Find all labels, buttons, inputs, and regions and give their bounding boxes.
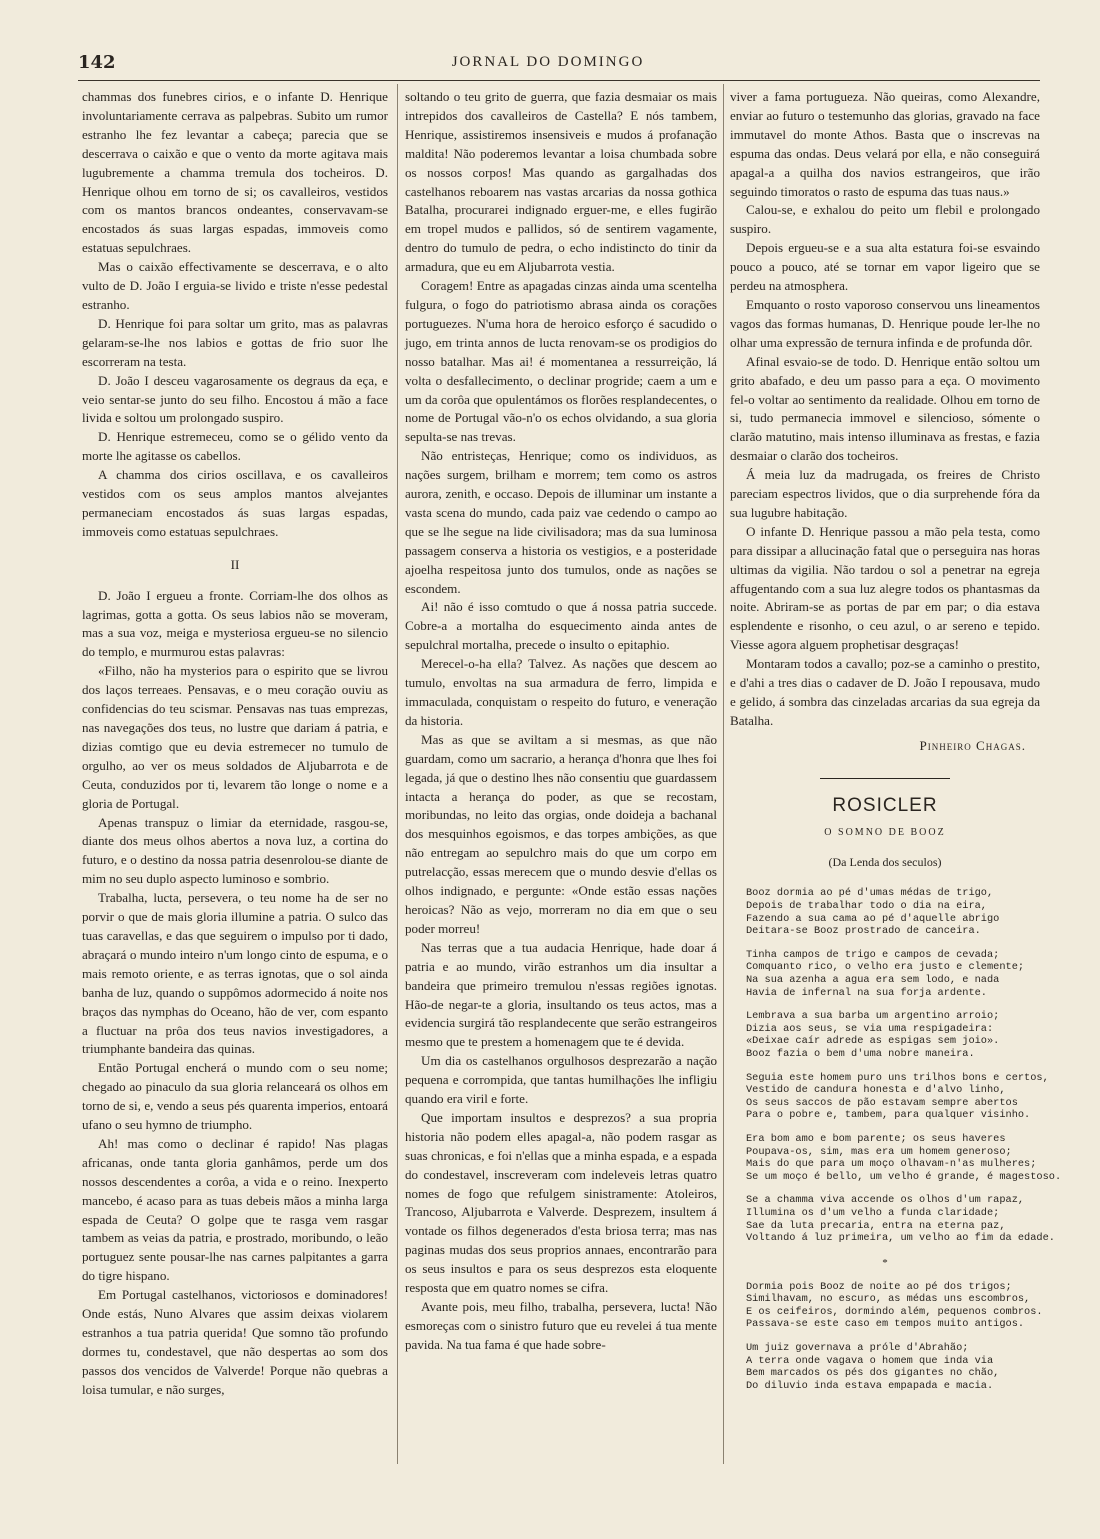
poem-stanza (746, 949, 1040, 999)
paragraph: Um dia os castelhanos orgulhosos desprezarão a nação pequena e corrompida, que tantas humilhações lhe infligiu quando era viril e forte. (405, 1053, 717, 1107)
poem-line: Vestido de candura honesta e d'alvo linho, (746, 1084, 1006, 1097)
poem-stanza (746, 1342, 1040, 1392)
poem-line: Era bom amo e bom parente; os seus haveres (746, 1132, 1006, 1145)
poem-stanza (746, 1280, 1043, 1331)
poem-line: Se a chamma viva accende os olhos d'um rapaz, (746, 1194, 1025, 1207)
poem-line: Mais do que para um moço olhavam-n'as mulheres; (746, 1158, 1037, 1171)
paragraph: Calou-se, e exhalou do peito um flebil e prolongado suspiro. (730, 202, 1040, 237)
poem-stanza (746, 1071, 1049, 1122)
poem-line: Bem marcados os pés dos gigantes no chão, (746, 1367, 1000, 1380)
paragraph: Coragem! Entre as apagadas cinzas ainda uma scentelha fulgura, o fogo do patriotismo abrasa ainda os corações portuguezes. N'uma hora de heroico esforço é sacudido o jugo, em trinta annos de lucta renovam-se os prodigios do nosso batalhar. Mas ai! é momentanea a ressurreição, lá volta o desfallecimento, o declinar progride; caem a um e um da corôa que opulentámos os florões resplandecentes, o nome de Portugal vão-n'o os echos olvidando, a sua gloria sepulta-se nas trevas. (405, 278, 717, 445)
paragraph: Montaram todos a cavallo; poz-se a caminho o prestito, e d'ahi a tres dias o cadaver de D. João I repousava, mudo e gelido, á sombra das cinzeladas arcarias da sua egreja da Batalha. (730, 656, 1040, 728)
poem-line: Illumina os d'um velho a funda claridade; (746, 1206, 1000, 1219)
poem-line: Na sua azenha a agua era sem lodo, e nada (746, 974, 1000, 986)
paragraph: D. João I ergueu a fronte. Corriam-lhe dos olhos as lagrimas, gotta a gotta. Os seus labios não se moveram, mas a sua voz, meiga e mysteriosa ergueu-se no silencio do templo, e murmurou estas palavras: (82, 587, 388, 660)
paragraph: Em Portugal castelhanos, victoriosos e dominadores! Onde estás, Nuno Alvares que assim deixas violarem estranhos a tua patria querida! Que somno tão profundo dormes tu, condestavel, que não despertas ao som dos passos dos vencidos de Valverde! Porque não quebras a loisa tumular, e não surges, (82, 1287, 388, 1397)
poem-line: Sae da luta precaria, entra na eterna paz, (746, 1219, 1006, 1232)
poem-line: Seguia este homem puro uns trilhos bons e certos, (746, 1071, 1049, 1084)
poem-line: Do diluvio inda estava empapada e macia. (746, 1379, 994, 1392)
column-1 (82, 88, 388, 1400)
poem-line: Similhavam, no escuro, as médas uns escombros, (746, 1293, 1031, 1306)
paragraph: A chamma dos cirios oscillava, e os cavalleiros vestidos com os seus amplos mantos alvejantes permaneciam encostados ás suas largas espadas, immoveis como estatuas sepulchraes. (82, 467, 388, 539)
page-number: 142 (78, 52, 116, 73)
stanza-separator: * (882, 1256, 888, 1269)
column-divider-1 (397, 84, 398, 1464)
poem-line: Comquanto rico, o velho era justo e clemente; (746, 961, 1025, 974)
paragraph: «Filho, não ha mysterios para o espirito que se livrou dos laços terreaes. Pensavas, e o meu coração ouviu as confidencias do teu scismar. Pensavas nas tuas emprezas, nas navegações dos teus, no lustre que dariam á patria, e dizias comtigo que eu devia estremecer no tumulo de orgulho, ao ver os meus soldados de Aljubarrota e de Ceuta, conduzidos por ti, levarem tão longe o nome e a gloria de Portugal. (82, 663, 388, 811)
poem-line: Para o pobre e, tambem, para qualquer visinho. (746, 1109, 1031, 1122)
column-2 (405, 88, 717, 1355)
paragraph: D. Henrique foi para soltar um grito, mas as palavras gelaram-se-lhe nos labios e gottas de frio suor lhe escorreram na testa. (82, 315, 388, 369)
column-divider-2 (723, 84, 724, 1464)
masthead: JORNAL DO DOMINGO (451, 54, 645, 70)
poem-line: Havia de infernal na sua forja ardente. (746, 986, 987, 999)
column-3 (730, 88, 1062, 1403)
poem-line: Voltando á luz primeira, um velho ao fim da edade. (746, 1232, 1055, 1245)
paragraph: Mas o caixão effectivamente se descerrava, e o alto vulto de D. João I erguia-se livido e triste n'esse pedestal estranho. (82, 259, 388, 312)
poem-line: Depois de trabalhar todo o dia na eira, (746, 900, 987, 913)
poem-line: E os ceifeiros, dormindo além, pequenos combros. (746, 1305, 1043, 1318)
poem-line: A terra onde vagava o homem que inda via (746, 1354, 994, 1367)
section-heading: II (230, 556, 240, 572)
paragraph: D. João I desceu vagarosamente os degraus da eça, e veio sentar-se junto do seu filho. Encostou á mão a face livida e soltou um prolongado suspiro. (82, 372, 388, 426)
poem-stanza (746, 887, 1040, 937)
poem-line: Lembrava a sua barba um argentino arroio; (746, 1010, 1000, 1023)
poem-stanza (746, 1010, 1040, 1060)
paragraph: Merecel-o-ha ella? Talvez. As nações que descem ao tumulo, envoltas na sua armadura de ferro, limpida e immaculada, conquistam o respeito do futuro, e veneração da historia. (405, 656, 717, 728)
poem-line: Passava-se este caso em tempos muito antigos. (746, 1318, 1025, 1331)
paragraph: Então Portugal encherá o mundo com o seu nome; chegado ao pinaculo da sua gloria relanceará os olhos em torno de si, e, vendo a seus pés quarenta imperios, entoará ufano o seu hymno de triumpho. (82, 1060, 388, 1133)
paragraph: O infante D. Henrique passou a mão pela testa, como para dissipar a allucinação fatal que o perseguira nas horas ultimas da vigilia. Não tardou o sol a penetrar na egreja affugentando com a sua luz alegre todos os phantasmas da noite. Abriram-se as portas de par em par; o dia estava esplendente e risonho, o ceu azul, o ar sereno e tepido. Viesse agora alguem prophetisar desgraças! (730, 523, 1040, 653)
poem-line: Fazendo a sua cama ao pé d'aquelle abrigo (746, 912, 1000, 925)
paragraph: viver a fama portugueza. Não queiras, como Alexandre, enviar ao futuro o testemunho das glorias, gravado na face immutavel do monte Athos. Basta que o inscrevas na espuma das ondas. Deus velará por ella, e não conseguirá apagal-a a quilha dos navios estrangeiros, que irão seguindo timoratos o rasto de espuma das tuas naus.» (730, 89, 1040, 199)
paragraph: Que importam insultos e desprezos? a sua propria historia não podem elles apagal-a, não podem rasgar as suas chronicas, e foi n'ellas que a minha espada, e a espada do condestavel, inscreveram com indeleveis letras quatro nomes de fogo que refulgem sinistramente: Atoleiros, Trancoso, Aljubarrota e Valverde. Desprezem, insultem á vontade os filhos degenerados d'esta briosa terra; mas nas paginas mudas dos seus proprios annaes, encontrarão para os seus insultos e para os seus desprezos esta eloquente resposta que em quatro nomes se cifra. (405, 1109, 717, 1296)
poem-line: Dizia aos seus, se via uma respigadeira: (746, 1022, 994, 1035)
poem-subtitle: O SOMNO DE BOOZ (824, 826, 946, 838)
paragraph: D. Henrique estremeceu, como se o gélido vento da morte lhe agitasse os cabellos. (82, 429, 388, 464)
article-divider (820, 778, 950, 779)
poem-stanza (746, 1132, 1062, 1183)
poem-line: Tinha campos de trigo e campos de cevada; (746, 948, 1000, 961)
poem-title: ROSICLER (832, 794, 938, 816)
paragraph: Mas as que se aviltam a si mesmas, as que não guardam, como um sacrario, a herança d'honra que lhes foi legada, já que o destino lhes não consentiu que guardassem intacta a herança do poder, as que se recostam, moribundas, no leito das orgias, onde doideja a bachanal dos mesquinhos egoismos, e das torpes ambições, as que não entregam ao sepulchro mais do que um corpo em putrelacção, essas merecem que o mundo desvie d'ellas os olhos indignado, e pergunte: «Onde estão essas nações heroicas? Não as vejo, morreram no dia em que o seu poder morreu! (405, 731, 717, 936)
header-rule (78, 80, 1040, 81)
poem-stanza (746, 1194, 1055, 1245)
poem-line: «Deixae caír adrede as espigas sem joio». (746, 1035, 1000, 1048)
page-header (78, 52, 1038, 78)
paragraph: Não entristeças, Henrique; como os individuos, as nações surgem, brilham e morrem; tem como os astros aurora, zenith, e occaso. Depois de illuminar um instante a vasta scena do mundo, cada paiz vae cedendo o campo ao que se lhe segue na lide civilisadora; mas da sua luminosa passagem conserva a historia os vestigios, e a posteridade ajoelha respeitosa junto dos tumulos, onde as nações se escondem. (405, 448, 717, 596)
poem-line: Poupava-os, sim, mas era um homem generoso; (746, 1145, 1012, 1158)
poem-line: Booz fazia o bem d'uma nobre maneira. (746, 1047, 975, 1060)
poem-line: Dormia pois Booz de noite ao pé dos trigos; (746, 1280, 1012, 1293)
poem-source: (Da Lenda dos seculos) (828, 854, 942, 869)
poem-line: Booz dormia ao pé d'umas médas de trigo, (746, 887, 994, 900)
poem-line: Deitara-se Booz prostrado de canceira. (746, 925, 981, 938)
author-signature: Pinheiro Chagas. (919, 737, 1026, 753)
paragraph: Depois ergueu-se e a sua alta estatura foi-se esvaindo pouco a pouco, até se tornar em vapor ligeiro que se perdeu na atmosphera. (730, 240, 1040, 294)
paragraph: Á meia luz da madrugada, os freires de Christo pareciam espectros lividos, que o dia surprehende fóra da sua lugubre habitação. (730, 467, 1040, 520)
paragraph: Ah! mas como o declinar é rapido! Nas plagas africanas, onde tanta gloria ganhâmos, perde um dos nossos descendentes a corôa, a vida e o reino. Inexperto mancebo, é acaso para as tuas debeis mãos a minha larga espada de Ceuta? O golpe que te rasga vem rasgar tambem as veias da patria, e prostrado, moribundo, o leão portuguez sente pousar-lhe nas carnes palpitantes a garra do tigre hispano. (82, 1135, 388, 1284)
poem-line: Se um moço é bello, um velho é grande, é magestoso. (746, 1170, 1062, 1183)
paragraph: Apenas transpuz o limiar da eternidade, rasgou-se, diante dos meus olhos abertos a nova luz, a cortina do futuro, e o destino da nossa patria desenrolou-se diante de mim no seu duplo aspecto luminoso e sombrio. (82, 814, 388, 887)
paragraph: Nas terras que a tua audacia Henrique, hade doar á patria e ao mundo, virão estranhos um dia insultar a bandeira que primeiro tremulou n'essas regiões ignotas. Hão-de negar-te a gloria, insultando os teus actos, mas a evidencia surgirá tão resplandecente que serão estrangeiros mesmo que te prestem a homenagem que te é devida. (405, 939, 717, 1050)
poem-line: Os seus saccos de pão estavam sempre abertos (746, 1096, 1018, 1109)
paragraph: chammas dos funebres cirios, e o infante D. Henrique involuntariamente cerrava as palpebras. Subito um rumor estranho lhe fez levantar a cabeça; parecia que se descerrava o caixão e que o vento da morte agitava mais lugubremente a chamma tremula dos tocheiros. D. Henrique olhou em torno de si; os cavalleiros, vestidos com os mantos brancos ondeantes, conservavam-se encostados ás suas largas espadas, immoveis como estatuas sepulchraes. (82, 89, 388, 256)
paragraph: Ai! não é isso comtudo o que á nossa patria succede. Cobre-a a mortalha do esquecimento ainda antes de sepulchral mortalha, precede o insulto o epitaphio. (405, 599, 717, 653)
paragraph: soltando o teu grito de guerra, que fazia desmaiar os mais intrepidos dos cavalleiros de Castella? E nós tambem, Henrique, assistiremos insensiveis e mudos á profanação maldita! Não poderemos levantar a loisa chumbada sobre os nossos corpos! Mas quando as gargalhadas dos castelhanos reboarem nas vastas arcarias da nossa gothica Batalha, procurarei indignado erguer-me, e elles fugirão em tropel mudos e pallidos, só de sentirem vagamente, dentro do tumulo de pedra, o echo indistincto do tinir da armadura, que eu em Aljubarrota vestia. (405, 89, 717, 275)
poem-line: Um juiz governava a próle d'Abrahão; (746, 1341, 969, 1354)
paragraph: Emquanto o rosto vaporoso conservou uns lineamentos vagos das formas humanas, D. Henrique poude ler-lhe no olhar uma expressão de ternura infinda e de profunda dôr. (730, 296, 1040, 350)
paragraph: Avante pois, meu filho, trabalha, persevera, lucta! Não esmoreças com o sinistro futuro que eu revelei á tua mente pavida. Na tua fama é que hade sobre- (405, 1299, 717, 1352)
paragraph: Trabalha, lucta, persevera, o teu nome ha de ser no porvir o que de mais gloria illumine a patria. O sulco das tuas caravellas, e das que seguirem o impulso por ti dado, abraçará o mundo inteiro n'um longo cinto de espuma, e o mais remoto oriente, e as terras ignotas, que o sol ainda banha de luz, quando o suppômos adormecido á noite nos braços das nymphas do Oceano, hão de ver, com espanto a fluctuar na prôa dos teus navios investigadores, a triumphante bandeira das quinas. (82, 890, 388, 1057)
paragraph: Afinal esvaio-se de todo. D. Henrique então soltou um grito abafado, e deu um passo para a eça. O movimento fel-o voltar ao sentimento da realidade. Olhou em torno de si, tudo permanecia immovel e silencioso, sómente o clarão matutino, mais intenso illuminava as frestas, e fazia desmaiar o clarão dos tocheiros. (730, 353, 1040, 464)
